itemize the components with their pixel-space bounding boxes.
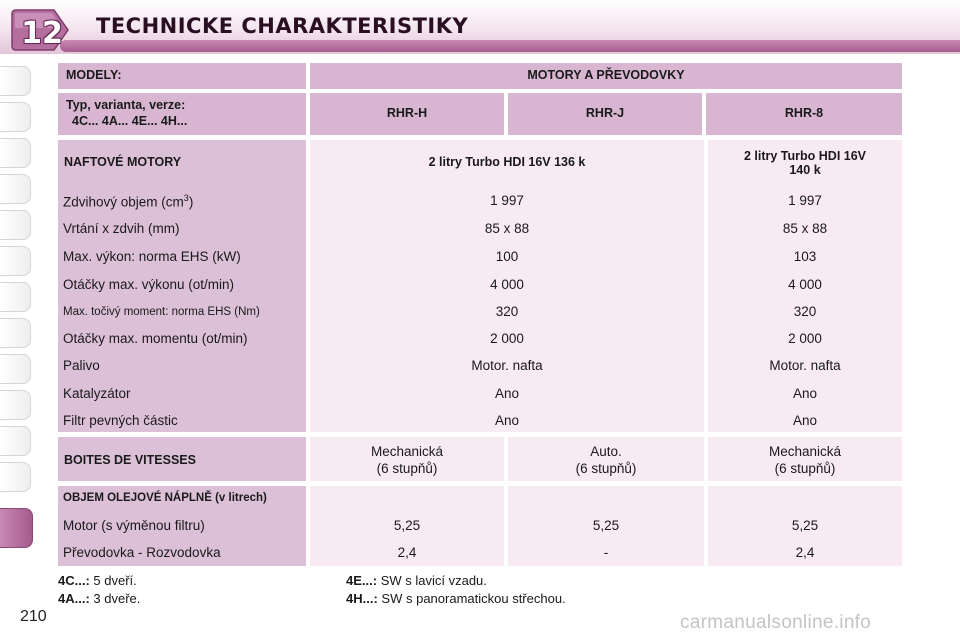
gearbox-line1: Mechanická (370, 444, 444, 459)
gearbox-line2: (6 stupňů) (575, 460, 637, 476)
footnote-4c (58, 573, 137, 588)
row-value-b: 2 000 (788, 331, 822, 346)
footnote-key: 4C...: (58, 573, 90, 588)
row-value-a: Ano (494, 413, 520, 428)
footnote-value: 5 dveří. (93, 573, 137, 588)
row-label (63, 193, 193, 210)
row-label: Max. točivý moment: norma EHS (Nm) (63, 306, 260, 318)
row-value-a: 85 x 88 (484, 221, 530, 236)
row-label-sup: 3 (183, 193, 189, 203)
chapter-tab-active[interactable] (0, 508, 33, 548)
row-value: - (603, 545, 609, 560)
row-label-end: ) (188, 194, 194, 210)
chapter-tab[interactable] (0, 318, 31, 348)
page-number: 210 (20, 608, 47, 625)
row-label: Palivo (63, 358, 100, 373)
row-value: 2,4 (795, 545, 815, 560)
type-label-line1: Typ, varianta, verze: (66, 98, 186, 113)
row-value-b: 103 (793, 249, 817, 264)
chapter-tab[interactable] (0, 102, 31, 132)
engine-b-name-line1: 2 litry Turbo HDI 16V (743, 149, 866, 163)
row-value: 5,25 (393, 518, 421, 533)
gearbox-line1: Auto. (590, 444, 622, 459)
chapter-tab[interactable] (0, 282, 31, 312)
row-value-a: 2 000 (490, 331, 524, 346)
gearbox-value-rhr-h (310, 437, 504, 481)
row-value: 2,4 (397, 545, 417, 560)
gearbox-line1: Mechanická (768, 444, 842, 459)
row-value-a: 1 997 (490, 193, 524, 208)
watermark: carmanualsonline.info (680, 612, 872, 633)
footnote-4h (346, 591, 566, 606)
chapter-badge (6, 6, 72, 52)
row-value-b: Ano (792, 386, 818, 401)
row-value-b: Motor. nafta (769, 358, 841, 373)
code-rhr-j: RHR-J (508, 93, 702, 135)
footnote-value: SW s panoramatickou střechou. (381, 591, 566, 606)
row-label: Katalyzátor (63, 386, 131, 401)
oil-section-title: OBJEM OLEJOVÉ NÁPLNĚ (v litrech) (63, 492, 267, 504)
engine-b-name (708, 149, 902, 177)
diesel-section-title: NAFTOVÉ MOTORY (64, 155, 182, 169)
type-label-line2: 4C... 4A... 4E... 4H... (72, 114, 188, 128)
chapter-tab-strip (0, 60, 38, 580)
row-label-text: Zdvihový objem (cm (63, 194, 184, 210)
footnote-key: 4A...: (58, 591, 90, 606)
footnote-4a (58, 591, 140, 606)
footnote-value: SW s lavicí vzadu. (380, 573, 487, 588)
type-header (58, 93, 306, 135)
row-label: Převodovka - Rozvodovka (63, 545, 221, 560)
row-value-a: Ano (494, 386, 520, 401)
chapter-tab[interactable] (0, 246, 31, 276)
row-label: Motor (s výměnou filtru) (63, 518, 205, 533)
chapter-tab[interactable] (0, 138, 31, 168)
code-rhr-8: RHR-8 (706, 93, 902, 135)
chapter-tab[interactable] (0, 390, 31, 420)
footnote-key: 4E...: (346, 573, 378, 588)
row-value-b: 4 000 (788, 277, 822, 292)
gearbox-value-rhr-8 (708, 437, 902, 481)
chapter-tab[interactable] (0, 210, 31, 240)
models-header: MODELY: (58, 63, 306, 89)
row-value-a: 4 000 (490, 277, 524, 292)
row-value-a: Motor. nafta (471, 358, 543, 373)
gearbox-value-rhr-j (508, 437, 704, 481)
row-value: 5,25 (791, 518, 819, 533)
row-label: Vrtání x zdvih (mm) (63, 221, 180, 236)
engine-b-name-line2: 140 k (789, 163, 821, 177)
engines-header: MOTORY A PŘEVODOVKY (310, 63, 902, 89)
footnote-key: 4H...: (346, 591, 378, 606)
chapter-number: 12 (21, 16, 63, 51)
gearbox-section-title: BOITES DE VITESSES (64, 453, 196, 467)
chapter-tab[interactable] (0, 354, 31, 384)
code-rhr-h: RHR-H (310, 93, 504, 135)
row-value-b: 85 x 88 (782, 221, 828, 236)
chapter-tab[interactable] (0, 462, 31, 492)
row-value-b: 1 997 (788, 193, 822, 208)
row-label: Filtr pevných částic (63, 413, 178, 428)
row-value-b: Ano (792, 413, 818, 428)
chapter-tab[interactable] (0, 426, 31, 456)
row-label: Max. výkon: norma EHS (kW) (63, 249, 241, 264)
chapter-tab[interactable] (0, 174, 31, 204)
row-value-b: 320 (793, 304, 817, 319)
engine-a-name: 2 litry Turbo HDI 16V 136 k (428, 155, 586, 169)
row-label: Otáčky max. výkonu (ot/min) (63, 277, 235, 292)
gearbox-line2: (6 stupňů) (774, 460, 836, 476)
footnote-4e (346, 573, 487, 588)
gearbox-label-cell (58, 437, 306, 481)
chapter-tab[interactable] (0, 66, 31, 96)
row-label: Otáčky max. momentu (ot/min) (63, 331, 248, 346)
row-value: 5,25 (592, 518, 620, 533)
gearbox-line2: (6 stupňů) (376, 460, 438, 476)
header-rule (60, 40, 960, 52)
page-title: TECHNICKE CHARAKTERISTIKY (96, 14, 469, 38)
footnote-value: 3 dveře. (93, 591, 141, 606)
row-value-a: 100 (495, 249, 519, 264)
row-value-a: 320 (495, 304, 519, 319)
